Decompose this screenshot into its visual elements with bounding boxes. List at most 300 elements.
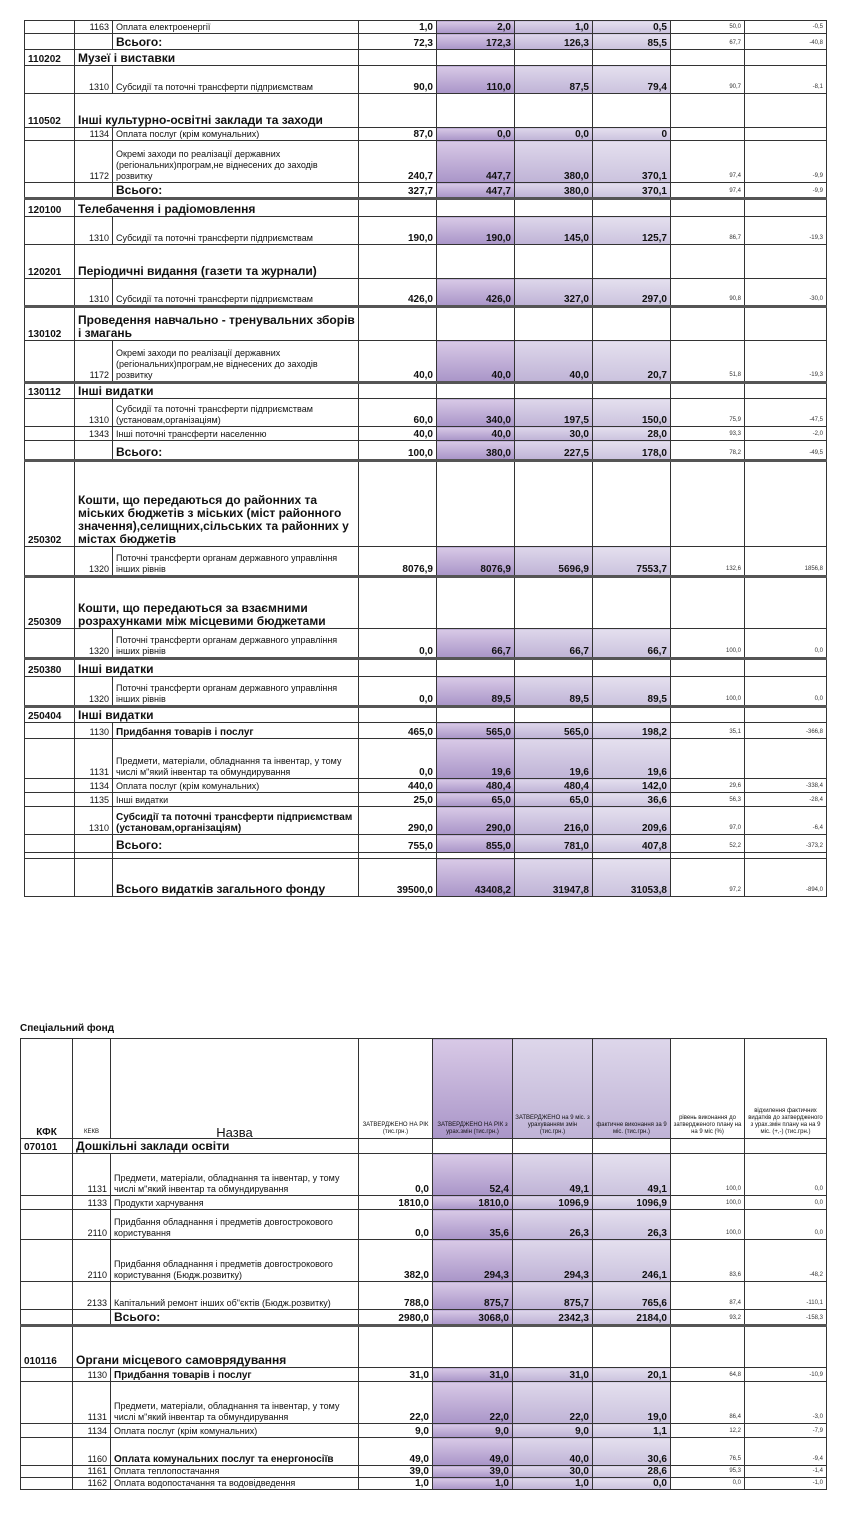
empty-cell: [671, 307, 745, 341]
general-section-row: [25, 707, 827, 723]
row-name: Оплата послуг (крім комунальних): [113, 128, 359, 141]
header-kekv: КЕКВ: [73, 1039, 111, 1139]
approved-9m: 781,0: [515, 835, 593, 853]
section-title: Музеї і виставки: [75, 50, 359, 66]
approved-year: 440,0: [359, 779, 437, 793]
row-name: Субсидії та поточні трансферти підприємствам (установам,організаціям): [113, 399, 359, 427]
general-total-row: [25, 183, 827, 199]
kfk-code: [21, 1196, 73, 1210]
deviation: -19,3: [745, 217, 827, 245]
kfk-code: [21, 1382, 73, 1424]
execution-level: 83,6: [671, 1240, 745, 1282]
special-item-row: [21, 1240, 827, 1282]
deviation: -110,1: [745, 1282, 827, 1310]
kfk-code: [25, 547, 75, 577]
empty-cell: [745, 94, 827, 128]
kekv-code: 1310: [75, 279, 113, 307]
approved-year-changes: 0,0: [437, 128, 515, 141]
empty-cell: [593, 199, 671, 217]
execution-level: 93,3: [671, 427, 745, 441]
section-title: Інші видатки: [75, 707, 359, 723]
deviation: -3,0: [745, 1382, 827, 1424]
execution-level: 29,6: [671, 779, 745, 793]
execution-level: 51,8: [671, 341, 745, 383]
section-title: Інші культурно-освітні заклади та заходи: [75, 94, 359, 128]
kekv-code: 2110: [73, 1240, 111, 1282]
execution-level: 93,2: [671, 1310, 745, 1326]
header-execution-level: рівень виконання до затвердженого плану на на 9 міс (%): [671, 1039, 745, 1139]
approved-9m: 1,0: [515, 21, 593, 34]
special-item-row: [21, 1210, 827, 1240]
empty-cell: [515, 307, 593, 341]
kekv-code: [75, 183, 113, 199]
special-header-row: [21, 1039, 827, 1139]
kekv-code: 1310: [75, 399, 113, 427]
actual-9m: 0,5: [593, 21, 671, 34]
approved-year: 0,0: [359, 629, 437, 659]
actual-9m: 85,5: [593, 34, 671, 50]
special-fund-table: [20, 1038, 827, 1490]
section-title: Кошти, що передаються до районних та міських бюджетів з міських (міст районного значення),селищних,сільських та районних у містах бюджетів: [75, 461, 359, 547]
approved-9m: 9,0: [513, 1424, 593, 1438]
kfk-code: 010116: [21, 1326, 73, 1368]
empty-cell: [437, 94, 515, 128]
approved-9m: 145,0: [515, 217, 593, 245]
kfk-code: [25, 739, 75, 779]
special-item-row: [21, 1368, 827, 1382]
empty-cell: [593, 1326, 671, 1368]
execution-level: 75,9: [671, 399, 745, 427]
empty-cell: [515, 50, 593, 66]
kekv-code: 1320: [75, 677, 113, 707]
special-section-row: [21, 1139, 827, 1154]
approved-9m: 89,5: [515, 677, 593, 707]
execution-level: 100,0: [671, 677, 745, 707]
general-total-row: [25, 34, 827, 50]
special-item-row: [21, 1424, 827, 1438]
deviation: -1,0: [745, 1478, 827, 1490]
approved-9m: 875,7: [513, 1282, 593, 1310]
approved-year-changes: 52,4: [433, 1154, 513, 1196]
kekv-code: 1131: [73, 1154, 111, 1196]
execution-level: 67,7: [671, 34, 745, 50]
deviation: -338,4: [745, 779, 827, 793]
approved-9m: 40,0: [513, 1438, 593, 1466]
header-kfk: КФК: [21, 1039, 73, 1139]
execution-level: 50,0: [671, 21, 745, 34]
deviation: [745, 128, 827, 141]
empty-cell: [437, 707, 515, 723]
approved-year: 39500,0: [359, 859, 437, 897]
special-section-row: [21, 1326, 827, 1368]
empty-cell: [437, 50, 515, 66]
deviation: -28,4: [745, 793, 827, 807]
deviation: -1,4: [745, 1466, 827, 1478]
row-name: Придбання обладнання і предметів довгострокового користування: [111, 1210, 359, 1240]
kfk-code: 250404: [25, 707, 75, 723]
empty-cell: [593, 307, 671, 341]
header-deviation: відхилення фактичних видатків до затвердженого з урах.змін плану на на 9 міс. (+,-) (тис.грн.): [745, 1039, 827, 1139]
header-name: Назва: [111, 1039, 359, 1139]
kekv-code: 1162: [73, 1478, 111, 1490]
actual-9m: 66,7: [593, 629, 671, 659]
kfk-code: 130112: [25, 383, 75, 399]
general-total-row: [25, 859, 827, 897]
kfk-code: [25, 128, 75, 141]
kekv-code: 1163: [75, 21, 113, 34]
approved-9m: 480,4: [515, 779, 593, 793]
deviation: -30,0: [745, 279, 827, 307]
actual-9m: 1096,9: [593, 1196, 671, 1210]
section-title: Телебачення і радіомовлення: [75, 199, 359, 217]
deviation: -373,2: [745, 835, 827, 853]
approved-year-changes: 380,0: [437, 441, 515, 461]
approved-9m: 22,0: [513, 1382, 593, 1424]
actual-9m: 49,1: [593, 1154, 671, 1196]
general-section-row: [25, 199, 827, 217]
empty-cell: [515, 707, 593, 723]
row-name: Оплата електроенергії: [113, 21, 359, 34]
approved-year: 382,0: [359, 1240, 433, 1282]
approved-year: 327,7: [359, 183, 437, 199]
empty-cell: [745, 577, 827, 629]
kekv-code: [75, 859, 113, 897]
header-approved-9m: ЗАТВЕРДЖЕНО на 9 міс. з урахуванням змін (тис.грн.): [513, 1039, 593, 1139]
approved-year: 1,0: [359, 21, 437, 34]
empty-cell: [593, 383, 671, 399]
empty-cell: [359, 199, 437, 217]
deviation: -8,1: [745, 66, 827, 94]
kfk-code: [25, 399, 75, 427]
actual-9m: 209,6: [593, 807, 671, 835]
deviation: -47,5: [745, 399, 827, 427]
row-name: Поточні трансферти органам державного управління інших рівнів: [113, 629, 359, 659]
approved-year: 1,0: [359, 1478, 433, 1490]
empty-cell: [593, 659, 671, 677]
special-item-row: [21, 1382, 827, 1424]
approved-year-changes: 480,4: [437, 779, 515, 793]
approved-9m: 0,0: [515, 128, 593, 141]
approved-9m: 327,0: [515, 279, 593, 307]
general-item-row: [25, 739, 827, 779]
kfk-code: [25, 341, 75, 383]
kfk-code: 110202: [25, 50, 75, 66]
deviation: 0,0: [745, 1154, 827, 1196]
actual-9m: 297,0: [593, 279, 671, 307]
execution-level: 97,4: [671, 141, 745, 183]
actual-9m: 2184,0: [593, 1310, 671, 1326]
approved-year: 0,0: [359, 1210, 433, 1240]
approved-year: 25,0: [359, 793, 437, 807]
kekv-code: 1134: [75, 779, 113, 793]
general-item-row: [25, 341, 827, 383]
deviation: -894,0: [745, 859, 827, 897]
general-section-row: [25, 94, 827, 128]
kfk-code: [21, 1240, 73, 1282]
kekv-code: [73, 1310, 111, 1326]
approved-year-changes: 40,0: [437, 427, 515, 441]
execution-level: 86,7: [671, 217, 745, 245]
kfk-code: 250302: [25, 461, 75, 547]
empty-cell: [745, 199, 827, 217]
kfk-code: [21, 1210, 73, 1240]
general-item-row: [25, 217, 827, 245]
empty-cell: [433, 1326, 513, 1368]
empty-cell: [515, 199, 593, 217]
actual-9m: 765,6: [593, 1282, 671, 1310]
kekv-code: [75, 835, 113, 853]
approved-9m: 30,0: [515, 427, 593, 441]
approved-year-changes: 66,7: [437, 629, 515, 659]
approved-9m: 227,5: [515, 441, 593, 461]
deviation: -9,9: [745, 141, 827, 183]
general-section-row: [25, 461, 827, 547]
approved-9m: 31,0: [513, 1368, 593, 1382]
row-name: Оплата послуг (крім комунальних): [113, 779, 359, 793]
empty-cell: [437, 199, 515, 217]
row-name: Всього видатків загального фонду: [113, 859, 359, 897]
deviation: -0,5: [745, 21, 827, 34]
empty-cell: [359, 245, 437, 279]
execution-level: 56,3: [671, 793, 745, 807]
kekv-code: 1310: [75, 217, 113, 245]
kfk-code: 250309: [25, 577, 75, 629]
empty-cell: [671, 383, 745, 399]
deviation: -6,4: [745, 807, 827, 835]
execution-level: [671, 128, 745, 141]
actual-9m: 31053,8: [593, 859, 671, 897]
approved-year-changes: 65,0: [437, 793, 515, 807]
special-item-row: [21, 1438, 827, 1466]
empty-cell: [745, 659, 827, 677]
empty-cell: [671, 199, 745, 217]
actual-9m: 178,0: [593, 441, 671, 461]
empty-cell: [745, 461, 827, 547]
empty-cell: [515, 245, 593, 279]
approved-year: 40,0: [359, 341, 437, 383]
empty-cell: [437, 245, 515, 279]
row-name: Субсидії та поточні трансферти підприємствам: [113, 66, 359, 94]
approved-year: 290,0: [359, 807, 437, 835]
general-section-row: [25, 577, 827, 629]
empty-cell: [515, 383, 593, 399]
execution-level: 97,2: [671, 859, 745, 897]
kekv-code: 1131: [73, 1382, 111, 1424]
deviation: -9,9: [745, 183, 827, 199]
approved-year-changes: 22,0: [433, 1382, 513, 1424]
approved-year-changes: 340,0: [437, 399, 515, 427]
kfk-code: [25, 66, 75, 94]
general-section-row: [25, 383, 827, 399]
approved-year: 0,0: [359, 739, 437, 779]
kfk-code: [21, 1368, 73, 1382]
deviation: -48,2: [745, 1240, 827, 1282]
general-item-row: [25, 66, 827, 94]
empty-cell: [593, 577, 671, 629]
execution-level: 35,1: [671, 723, 745, 739]
kfk-code: [25, 183, 75, 199]
row-name: Предмети, матеріали, обладнання та інвентар, у тому числі м"який інвентар та обмундирування: [113, 739, 359, 779]
kfk-code: [25, 723, 75, 739]
empty-cell: [745, 1139, 827, 1154]
actual-9m: 370,1: [593, 141, 671, 183]
actual-9m: 407,8: [593, 835, 671, 853]
deviation: [745, 739, 827, 779]
approved-year: 60,0: [359, 399, 437, 427]
empty-cell: [515, 461, 593, 547]
approved-9m: 26,3: [513, 1210, 593, 1240]
kekv-code: 1161: [73, 1466, 111, 1478]
row-name: Оплата теплопостачання: [111, 1466, 359, 1478]
section-title: Кошти, що передаються за взаємними розрахунками між місцевими бюджетами: [75, 577, 359, 629]
actual-9m: 246,1: [593, 1240, 671, 1282]
approved-year-changes: 426,0: [437, 279, 515, 307]
actual-9m: 370,1: [593, 183, 671, 199]
actual-9m: 142,0: [593, 779, 671, 793]
approved-9m: 380,0: [515, 141, 593, 183]
approved-year-changes: 43408,2: [437, 859, 515, 897]
section-title: Інші видатки: [75, 383, 359, 399]
row-name: Окремі заходи по реалізації державних (регіональних)програм,не віднесених до заходів розвитку: [113, 341, 359, 383]
section-title: Інші видатки: [75, 659, 359, 677]
approved-year: 87,0: [359, 128, 437, 141]
kfk-code: [25, 835, 75, 853]
empty-cell: [359, 94, 437, 128]
empty-cell: [745, 1326, 827, 1368]
kfk-code: 070101: [21, 1139, 73, 1154]
approved-year: 49,0: [359, 1438, 433, 1466]
empty-cell: [437, 383, 515, 399]
approved-9m: 1096,9: [513, 1196, 593, 1210]
execution-level: 100,0: [671, 1154, 745, 1196]
execution-level: 87,4: [671, 1282, 745, 1310]
execution-level: 132,6: [671, 547, 745, 577]
general-item-row: [25, 723, 827, 739]
approved-9m: 87,5: [515, 66, 593, 94]
kfk-code: [25, 34, 75, 50]
empty-cell: [671, 1139, 745, 1154]
special-item-row: [21, 1196, 827, 1210]
empty-cell: [593, 245, 671, 279]
general-total-row: [25, 441, 827, 461]
special-item-row: [21, 1466, 827, 1478]
approved-9m: 40,0: [515, 341, 593, 383]
empty-cell: [437, 577, 515, 629]
row-name: Всього:: [113, 34, 359, 50]
row-name: Всього:: [113, 835, 359, 853]
execution-level: 0,0: [671, 1478, 745, 1490]
deviation: -10,9: [745, 1368, 827, 1382]
general-item-row: [25, 629, 827, 659]
execution-level: 76,5: [671, 1438, 745, 1466]
execution-level: 78,2: [671, 441, 745, 461]
kekv-code: 1135: [75, 793, 113, 807]
approved-9m: 126,3: [515, 34, 593, 50]
deviation: 0,0: [745, 1210, 827, 1240]
empty-cell: [593, 1139, 671, 1154]
row-name: Всього:: [111, 1310, 359, 1326]
header-approved-year: ЗАТВЕРДЖЕНО НА РІК (тис.грн.): [359, 1039, 433, 1139]
approved-year: 40,0: [359, 427, 437, 441]
empty-cell: [671, 461, 745, 547]
kfk-code: [25, 793, 75, 807]
empty-cell: [745, 245, 827, 279]
execution-level: 12,2: [671, 1424, 745, 1438]
kfk-code: 130102: [25, 307, 75, 341]
deviation: -19,3: [745, 341, 827, 383]
actual-9m: 28,0: [593, 427, 671, 441]
general-item-row: [25, 279, 827, 307]
deviation: 1856,8: [745, 547, 827, 577]
approved-year: 426,0: [359, 279, 437, 307]
row-name: Капітальний ремонт інших об"єктів (Бюдж.розвитку): [111, 1282, 359, 1310]
deviation: -158,3: [745, 1310, 827, 1326]
deviation: -366,8: [745, 723, 827, 739]
approved-year: 240,7: [359, 141, 437, 183]
kekv-code: 1320: [75, 547, 113, 577]
row-name: Предмети, матеріали, обладнання та інвентар, у тому числі м"який інвентар та обмундирування: [111, 1382, 359, 1424]
actual-9m: 36,6: [593, 793, 671, 807]
kfk-code: 120201: [25, 245, 75, 279]
general-item-row: [25, 547, 827, 577]
kfk-code: [25, 807, 75, 835]
approved-year: 100,0: [359, 441, 437, 461]
execution-level: 100,0: [671, 1210, 745, 1240]
general-item-row: [25, 427, 827, 441]
actual-9m: 0: [593, 128, 671, 141]
approved-year-changes: 447,7: [437, 141, 515, 183]
deviation: -9,4: [745, 1438, 827, 1466]
kekv-code: 1131: [75, 739, 113, 779]
empty-cell: [513, 1326, 593, 1368]
actual-9m: 28,6: [593, 1466, 671, 1478]
approved-year-changes: 39,0: [433, 1466, 513, 1478]
actual-9m: 89,5: [593, 677, 671, 707]
kfk-code: [25, 279, 75, 307]
empty-cell: [359, 1139, 433, 1154]
empty-cell: [359, 307, 437, 341]
approved-year-changes: 565,0: [437, 723, 515, 739]
kfk-code: [25, 859, 75, 897]
approved-9m: 19,6: [515, 739, 593, 779]
approved-year-changes: 1810,0: [433, 1196, 513, 1210]
empty-cell: [359, 50, 437, 66]
actual-9m: 19,6: [593, 739, 671, 779]
kfk-code: [25, 441, 75, 461]
row-name: Субсидії та поточні трансферти підприємствам: [113, 279, 359, 307]
kfk-code: [21, 1282, 73, 1310]
kekv-code: 1343: [75, 427, 113, 441]
kekv-code: 2110: [73, 1210, 111, 1240]
row-name: Придбання обладнання і предметів довгострокового користування (Бюдж.розвитку): [111, 1240, 359, 1282]
actual-9m: 26,3: [593, 1210, 671, 1240]
approved-year-changes: 855,0: [437, 835, 515, 853]
deviation: -40,8: [745, 34, 827, 50]
deviation: 0,0: [745, 629, 827, 659]
row-name: Субсидії та поточні трансферти підприємствам (установам,організаціям): [113, 807, 359, 835]
approved-9m: 5696,9: [515, 547, 593, 577]
execution-level: [671, 739, 745, 779]
empty-cell: [437, 659, 515, 677]
deviation: -49,5: [745, 441, 827, 461]
approved-9m: 294,3: [513, 1240, 593, 1282]
approved-year-changes: 290,0: [437, 807, 515, 835]
approved-year: 465,0: [359, 723, 437, 739]
section-title: Періодичні видання (газети та журнали): [75, 245, 359, 279]
approved-year: 2980,0: [359, 1310, 433, 1326]
general-fund-sheet: [24, 20, 826, 897]
kekv-code: 1130: [73, 1368, 111, 1382]
